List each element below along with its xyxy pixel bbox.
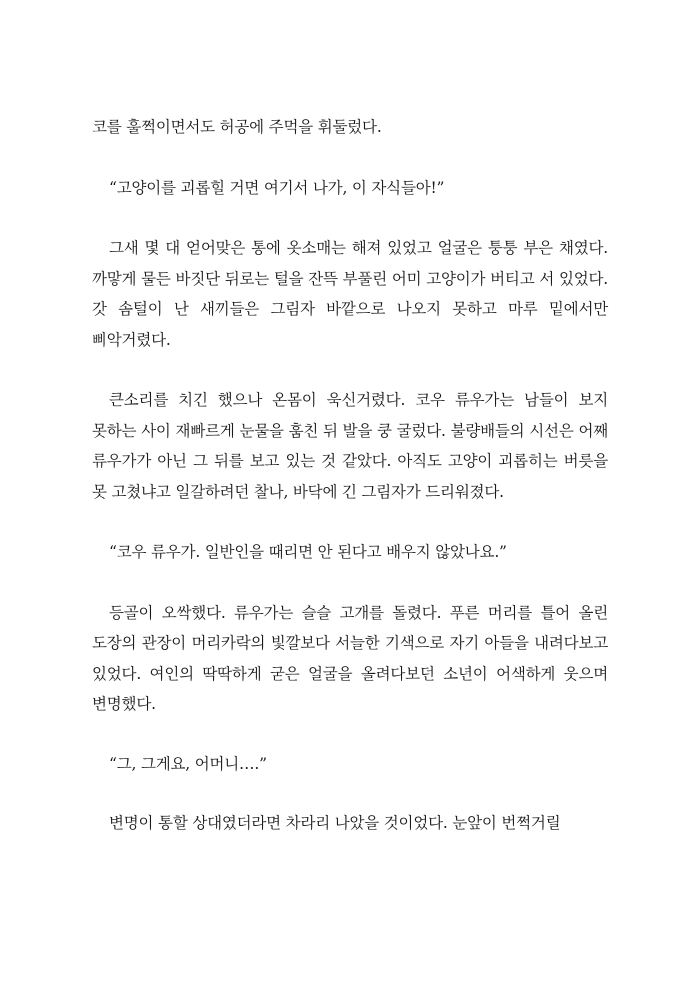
paragraph-gap (92, 779, 608, 808)
paragraph-gap (92, 355, 608, 385)
paragraph-gap (92, 203, 608, 233)
paragraph-gap (92, 568, 608, 598)
paragraph-8: 변명이 통할 상대였더라면 차라리 나았을 것이었다. 눈앞이 번쩍거릴 (109, 814, 561, 832)
paragraph-3: 그새 몇 대 얻어맞은 통에 옷소매는 해져 있었고 얼굴은 퉁퉁 부은 채였다. 까맣게 물든 바짓단 뒤로는 털을 잔뜩 부풀린 어미 고양이가 버티고 서 있었다. 갓 솜털이 난 새끼들은 그림자 바깥으로 나오지 못하고 마루 밑에서만 삐악거렸다. (92, 239, 608, 349)
paragraph-gap (92, 143, 608, 173)
paragraph-gap (92, 507, 608, 537)
paragraph-6: 등골이 오싹했다. 류우가는 슬슬 고개를 돌렸다. 푸른 머리를 틀어 올린 도장의 관장이 머리카락의 빛깔보다 서늘한 기색으로 자기 아들을 내려다보고 있었다. 여인의 딱딱하게 굳은 얼굴을 올려다보던 소년이 어색하게 웃으며 변명했다. (92, 603, 608, 713)
paragraph-4: 큰소리를 치긴 했으나 온몸이 욱신거렸다. 코우 류우가는 남들이 보지 못하는 사이 재빠르게 눈물을 훔친 뒤 발을 쿵 굴렀다. 불량배들의 시선은 어째 류우가가 아닌 그 뒤를 보고 있는 것 같았다. 아직도 고양이 괴롭히는 버릇을 못 고쳤냐고 일갈하려던 찰나, 바닥에 긴 그림자가 드리워졌다. (92, 391, 608, 501)
paragraph-gap (92, 720, 608, 749)
paragraph-7-dialogue: “그, 그게요, 어머니….” (109, 754, 267, 773)
document-page (92, 112, 608, 839)
paragraph-5-dialogue: “코우 류우가. 일반인을 때리면 안 된다고 배우지 않았나요.” (109, 543, 507, 561)
paragraph-2-dialogue: “고양이를 괴롭힐 거면 여기서 나가, 이 자식들아!” (109, 178, 445, 197)
paragraph-1: 코를 훌쩍이면서도 허공에 주먹을 휘둘렀다. (92, 118, 382, 136)
